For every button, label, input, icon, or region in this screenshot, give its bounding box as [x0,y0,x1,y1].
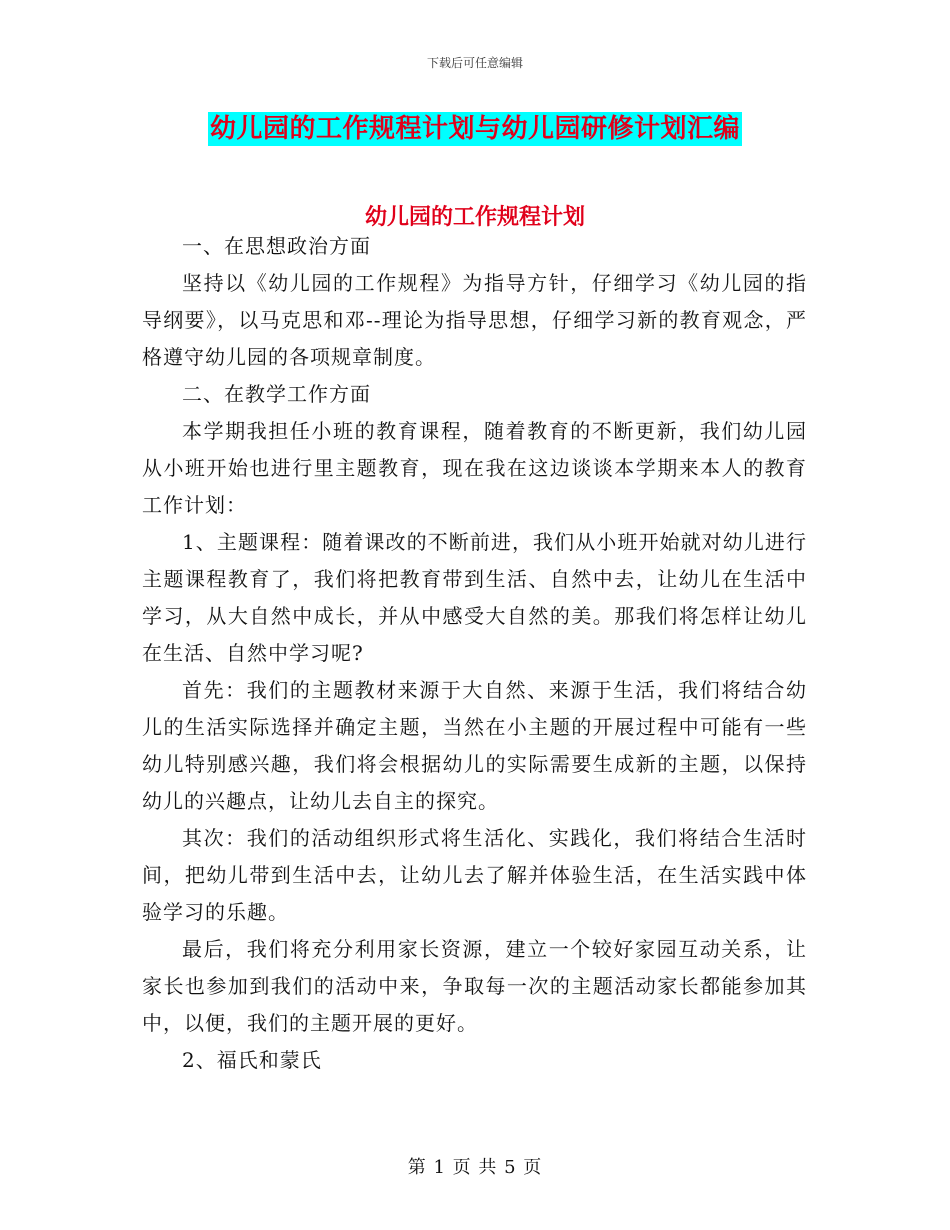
page-number: 第 1 页 共 5 页 [407,1157,543,1178]
paragraph: 首先：我们的主题教材来源于大自然、来源于生活，我们将结合幼儿的生活实际选择并确定主题，当然在小主题的开展过程中可能有一些幼儿特别感兴趣，我们将会根据幼儿的实际需要生成新的主题，以保持幼儿的兴趣点，让幼儿去自主的探究。 [142,678,807,813]
document-body [142,228,807,1079]
section-title: 幼儿园的工作规程计划 [364,204,585,230]
paragraph: 2、福氏和蒙氏 [182,1048,322,1072]
paragraph: 1、主题课程：随着课改的不断前进，我们从小班开始就对幼儿进行主题课程教育了，我们将把教育带到生活、自然中去，让幼儿在生活中学习，从大自然中成长，并从中感受大自然的美。那我们将怎样让幼儿在生活、自然中学习呢? [142,530,807,665]
paragraph-heading-teaching: 二、在教学工作方面 [182,382,371,406]
document-title [0,112,950,146]
page-header-note: 下载后可任意编辑 [426,56,523,70]
paragraph: 其次：我们的活动组织形式将生活化、实践化，我们将结合生活时间，把幼儿带到生活中去，让幼儿去了解并体验生活，在生活实践中体验学习的乐趣。 [142,826,807,924]
document-title-text: 幼儿园的工作规程计划与幼儿园研修计划汇编 [209,114,740,144]
paragraph-heading-politics: 一、在思想政治方面 [182,234,371,258]
paragraph: 本学期我担任小班的教育课程，随着教育的不断更新，我们幼儿园从小班开始也进行里主题教育，现在我在这边谈谈本学期来本人的教育工作计划： [142,419,807,517]
paragraph: 坚持以《幼儿园的工作规程》为指导方针，仔细学习《幼儿园的指导纲要》，以马克思和邓--理论为指导思想，仔细学习新的教育观念，严格遵守幼儿园的各项规章制度。 [142,271,807,369]
paragraph: 最后，我们将充分利用家长资源，建立一个较好家园互动关系，让家长也参加到我们的活动中来，争取每一次的主题活动家长都能参加其中，以便，我们的主题开展的更好。 [142,937,807,1035]
